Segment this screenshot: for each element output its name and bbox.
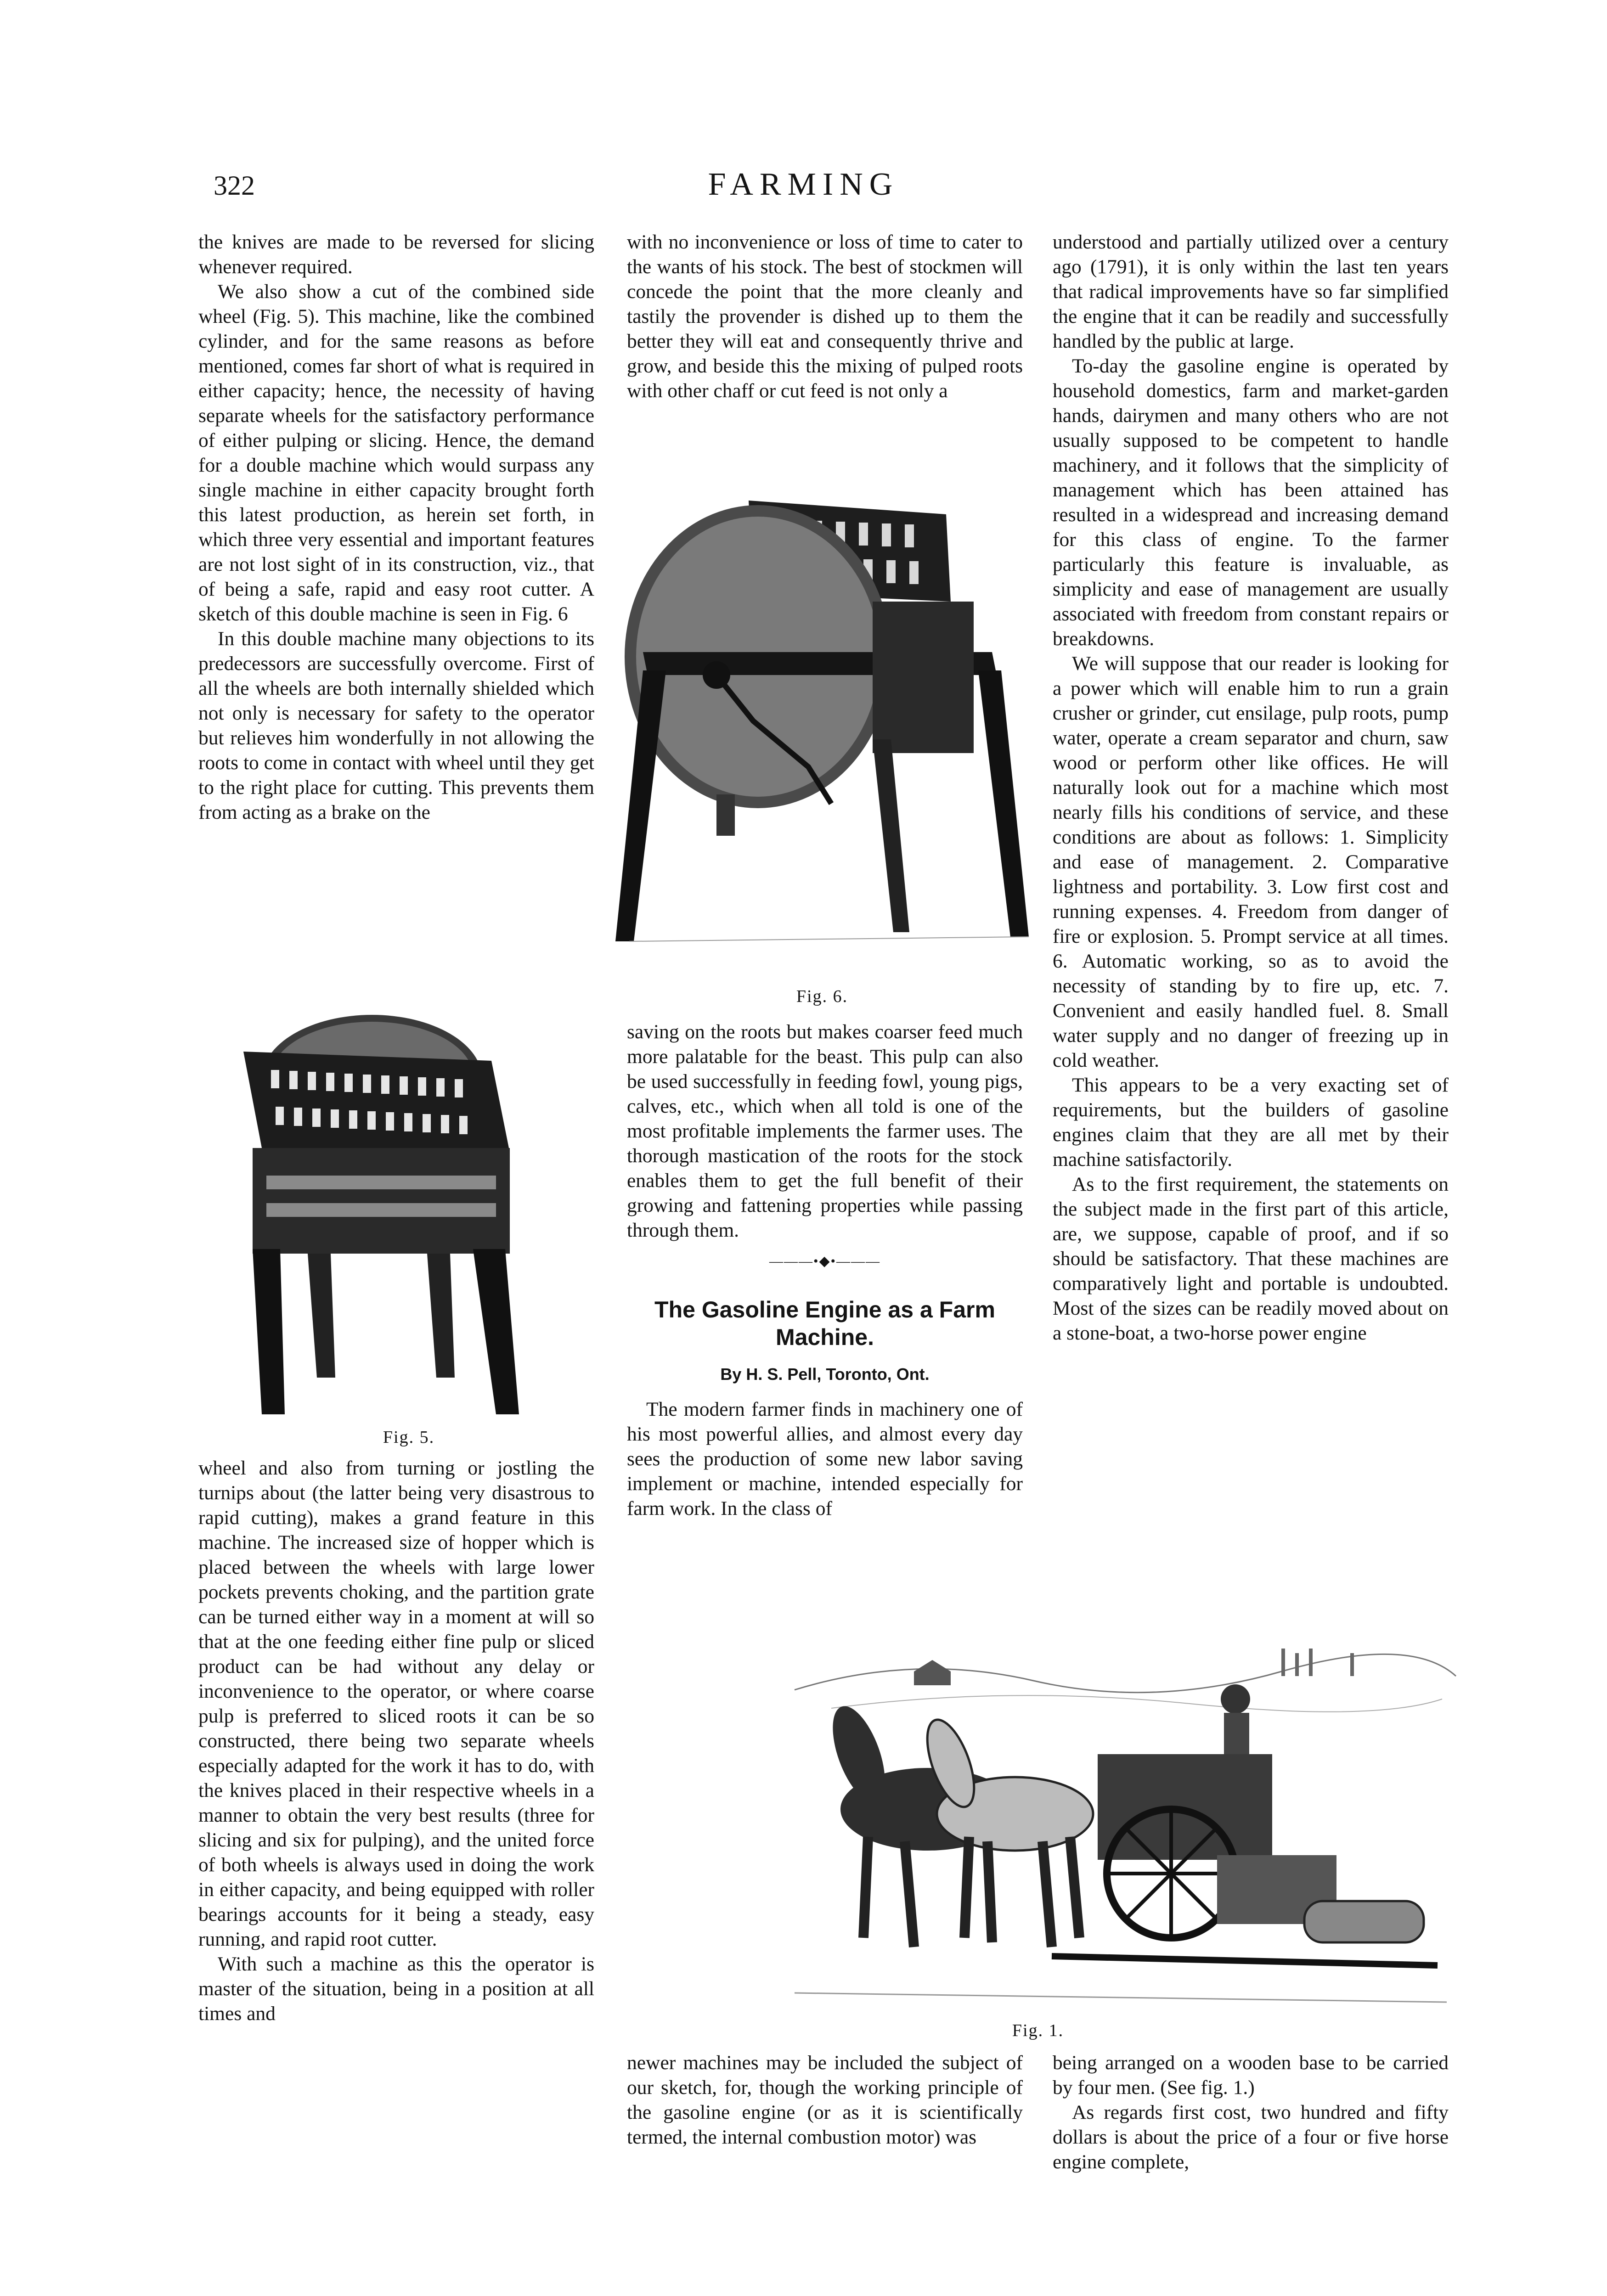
paragraph: The modern farmer finds in machinery one of his most powerful allies, and almost every day sees the production of some new labor saving implement or machine, intended especially for farm work. In the class of xyxy=(627,1398,1023,1519)
paragraph: with no inconvenience or loss of time to cater to the wants of his stock. The best of stockmen will concede the point that the more cleanly and tastily the provender is dished up to them the better they will eat and consequently thrive and grow, and beside this the mixing of pulped roots with other chaff or cut feed is not only a xyxy=(627,231,1023,402)
paragraph: We also show a cut of the combined side wheel (Fig. 5). This machine, like the combined cylinder, and for the same reasons as before mentioned, comes far short of what is required in either capacity; hence, the necessity of having separate wheels for the satisfactory performance of either pulping or slicing. Hence, the demand for a double machine which would surpass any single machine in either capacity brought forth this latest production, as herein set forth, in which three very essential and important features are not lost sight of in its construction, viz., that of being a safe, rapid and easy root cutter. A sketch of this double machine is seen in Fig. 6 xyxy=(198,281,594,625)
column-2-top xyxy=(627,230,1023,403)
column-2-middle xyxy=(627,1019,1023,1521)
figure-6-caption: Fig. 6. xyxy=(796,987,848,1006)
paragraph: As to the first requirement, the statements on the subject made in the first part of this article, are, we suppose, capable of proof, and if so should be satisfactory. That these machines are comparatively light and portable is undoubted. Most of the sizes can be readily moved about on a stone-boat, a two-horse power engine xyxy=(1053,1173,1449,1344)
page-number: 322 xyxy=(214,170,255,201)
paragraph: We will suppose that our reader is looking for a power which will enable him to run a grain crusher or grinder, cut ensilage, pulp roots, pump water, operate a cream separator and churn, saw wood or perform other like offices. He will naturally look out for a machine which most nearly fills his conditions of service, and these conditions are about as follows: 1. Simplicity and ease of management. 2. Comparative lightness and portability. 3. Low first cost and running expenses. 4. Freedom from danger of fire or explosion. 5. Prompt service at all times. 6. Automatic working, so as to avoid the necessity of standing by to fire up, etc. 7. Convenient and easily handled fuel. 8. Small water supply and no danger of freezing up in cold weather. xyxy=(1053,653,1449,1071)
paragraph: As regards first cost, two hundred and fifty dollars is about the price of a four or five horse engine complete, xyxy=(1053,2101,1449,2173)
paragraph: This appears to be a very exacting set of requirements, but the builders of gasoline engines claim that they are all met by their machine satisfactorily. xyxy=(1053,1074,1449,1171)
running-title: FARMING xyxy=(708,167,899,202)
article-byline: By H. S. Pell, Toronto, Ont. xyxy=(720,1365,930,1384)
paragraph: To-day the gasoline engine is operated by household domestics, farm and market-garden hands, dairymen and many others who are not usually supposed to be competent to handle machinery, and it follows that the simplicity of management which has been attained has resulted in a widespread and increasing demand for this class of engine. To the farmer particularly this feature is invaluable, as simplicity and ease of management are usually associated with freedom from constant repairs or breakdowns. xyxy=(1053,355,1449,650)
paragraph: the knives are made to be reversed for slicing whenever required. xyxy=(198,231,594,278)
paragraph: wheel and also from turning or jostling the turnips about (the latter being very disastrous to rapid cutting), makes a grand feature in this machine. The increased size of hopper which is placed between the wheels with large lower pockets prevents choking, and the partition grate can be turned either way in a moment at will so that at the one feeding either fine pulp or sliced product can be had without any delay or inconvenience to the operator, or where coarse pulp is preferred to sliced roots it can be so constructed, there being two separate wheels especially adapted for the work it has to do, with the knives placed in their respective wheels in a manner to obtain the very best results (three for slicing and six for pulping), and the united force of both wheels is always used in doing the work in either capacity, and being equipped with roller bearings accounts for it being a steady, easy running, and rapid root cutter. xyxy=(198,1457,594,1950)
paragraph: With such a machine as this the operator is master of the situation, being in a position at all times and xyxy=(198,1953,594,2025)
paragraph: newer machines may be included the subject of our sketch, for, though the working principle of the gasoline engine (or as it is scientifically termed, the internal combustion motor) was xyxy=(627,2052,1023,2148)
figure-5-caption: Fig. 5. xyxy=(383,1428,435,1447)
figure-1-caption: Fig. 1. xyxy=(1012,2021,1064,2040)
paragraph: being arranged on a wooden base to be carried by four men. (See fig. 1.) xyxy=(1053,2052,1449,2099)
figure-5-root-cutter-illustration xyxy=(234,1001,537,1424)
figure-1-horse-drawn-engine-illustration xyxy=(776,1616,1465,2020)
paragraph: understood and partially utilized over a century ago (1791), it is only within the last ten years that radical improvements have so far simplified the engine that it can be readily and successfully handled by the public at large. xyxy=(1053,231,1449,352)
article-title: The Gasoline Engine as a Farm Machine. xyxy=(654,1297,995,1350)
column-2-bottom xyxy=(627,2050,1023,2150)
section-divider: ———•◆•——— xyxy=(769,1254,881,1269)
column-3-top xyxy=(1053,230,1449,1345)
page-header xyxy=(0,167,1607,211)
figure-6-double-machine-illustration xyxy=(615,482,1029,951)
paragraph: In this double machine many objections to its predecessors are successfully overcome. First of all the wheels are both internally shielded which not only is necessary for safety to the operator but relieves him wonderfully in not allowing the roots to come in contact with wheel until they get to the right place for cutting. This prevents them from acting as a brake on the xyxy=(198,628,594,823)
column-3-bottom xyxy=(1053,2050,1449,2174)
paragraph: saving on the roots but makes coarser feed much more palatable for the beast. This pulp can also be used successfully in feeding fowl, young pigs, calves, etc., which when all told is one of the most profitable implements the farmer uses. The thorough mastication of the roots for the stock enables them to get the full benefit of their growing and fattening properties while passing through them. xyxy=(627,1021,1023,1241)
column-1-top xyxy=(198,230,594,825)
column-1-bottom xyxy=(198,1456,594,2026)
